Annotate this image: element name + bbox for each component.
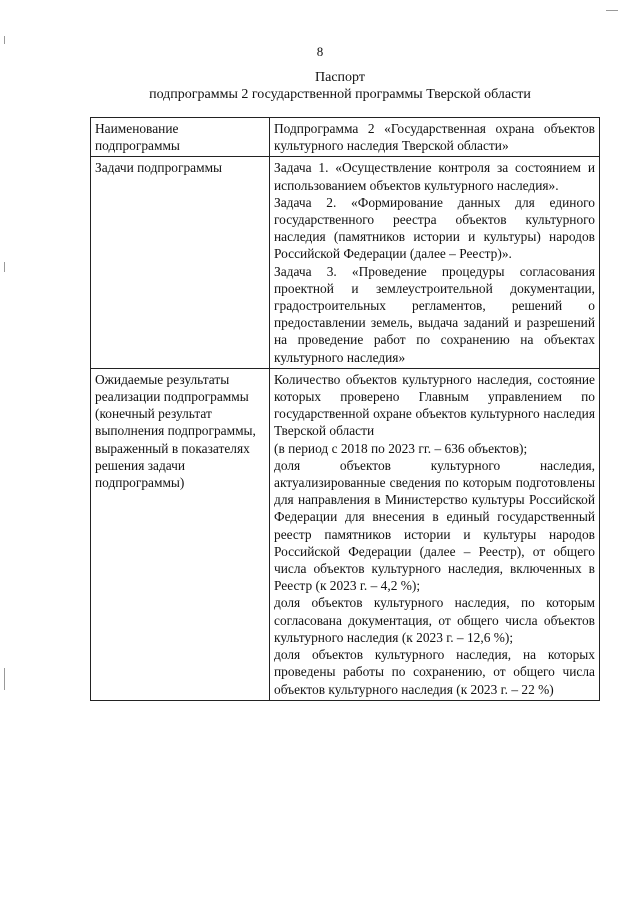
scan-margin-mark bbox=[4, 262, 5, 272]
paragraph: доля объектов культурного наследия, по которым согласована документация, от общего числа объектов культурного наследия (к 2023 г. – 12,6 %); bbox=[274, 595, 595, 645]
row-value bbox=[270, 368, 600, 700]
paragraph: Задача 2. «Формирование данных для единого государственного реестра объектов культурного наследия (памятников истории и культуры) народов Российской Федерации (далее – Реестр)». bbox=[274, 194, 595, 262]
document-title bbox=[90, 69, 590, 103]
scan-margin-mark bbox=[606, 10, 618, 11]
paragraph: (в период с 2018 по 2023 гг. – 636 объектов); bbox=[274, 440, 528, 456]
table-row-tasks bbox=[91, 157, 600, 368]
row-label: Задачи подпрограммы bbox=[91, 157, 270, 368]
row-label: Ожидаемые результаты реализации подпрограммы (конечный результат выполнения подпрограммы, выраженный в показателях решения задачи подпрограммы) bbox=[91, 368, 270, 700]
title-line-1: Паспорт bbox=[315, 70, 365, 85]
paragraph: доля объектов культурного наследия, на которых проведены работы по сохранению, от общего числа объектов культурного наследия (к 2023 г. – 22 %) bbox=[274, 647, 595, 697]
page-number: 8 bbox=[316, 44, 324, 59]
paragraph: доля объектов культурного наследия, актуализированные сведения по которым подготовлены для направления в Министерство культуры Российской Федерации для внесения в единый государственный реестр памятников истории и культуры народов Российской Федерации (далее – Реестр), от общего числа объектов культурного наследия, включенных в Реестр (к 2023 г. – 4,2 %); bbox=[274, 457, 595, 594]
paragraph: Подпрограмма 2 «Государственная охрана объектов культурного наследия Тверской области» bbox=[274, 121, 595, 154]
paragraph: Задача 3. «Проведение процедуры согласования проектной и землеустроительной документации, градостроительных регламентов, решений о предоставлении земель, выдача заданий и разрешений на проведение работ по сохранению на объектах культурного наследия» bbox=[274, 263, 595, 365]
row-value bbox=[270, 157, 600, 368]
title-line-2: подпрограммы 2 государственной программы Тверской области bbox=[149, 87, 531, 102]
table-row-results bbox=[91, 368, 600, 700]
scan-margin-mark bbox=[4, 668, 5, 690]
passport-table bbox=[90, 117, 600, 701]
row-value bbox=[270, 118, 600, 157]
scan-margin-mark bbox=[4, 36, 5, 44]
table-row-name bbox=[91, 118, 600, 157]
row-label: Наименование подпрограммы bbox=[91, 118, 270, 157]
paragraph: Количество объектов культурного наследия, состояние которых проверено Главным управлением по государственной охране объектов культурного наследия Тверской области bbox=[274, 371, 595, 439]
paragraph: Задача 1. «Осуществление контроля за состоянием и использованием объектов культурного наследия». bbox=[274, 160, 595, 193]
